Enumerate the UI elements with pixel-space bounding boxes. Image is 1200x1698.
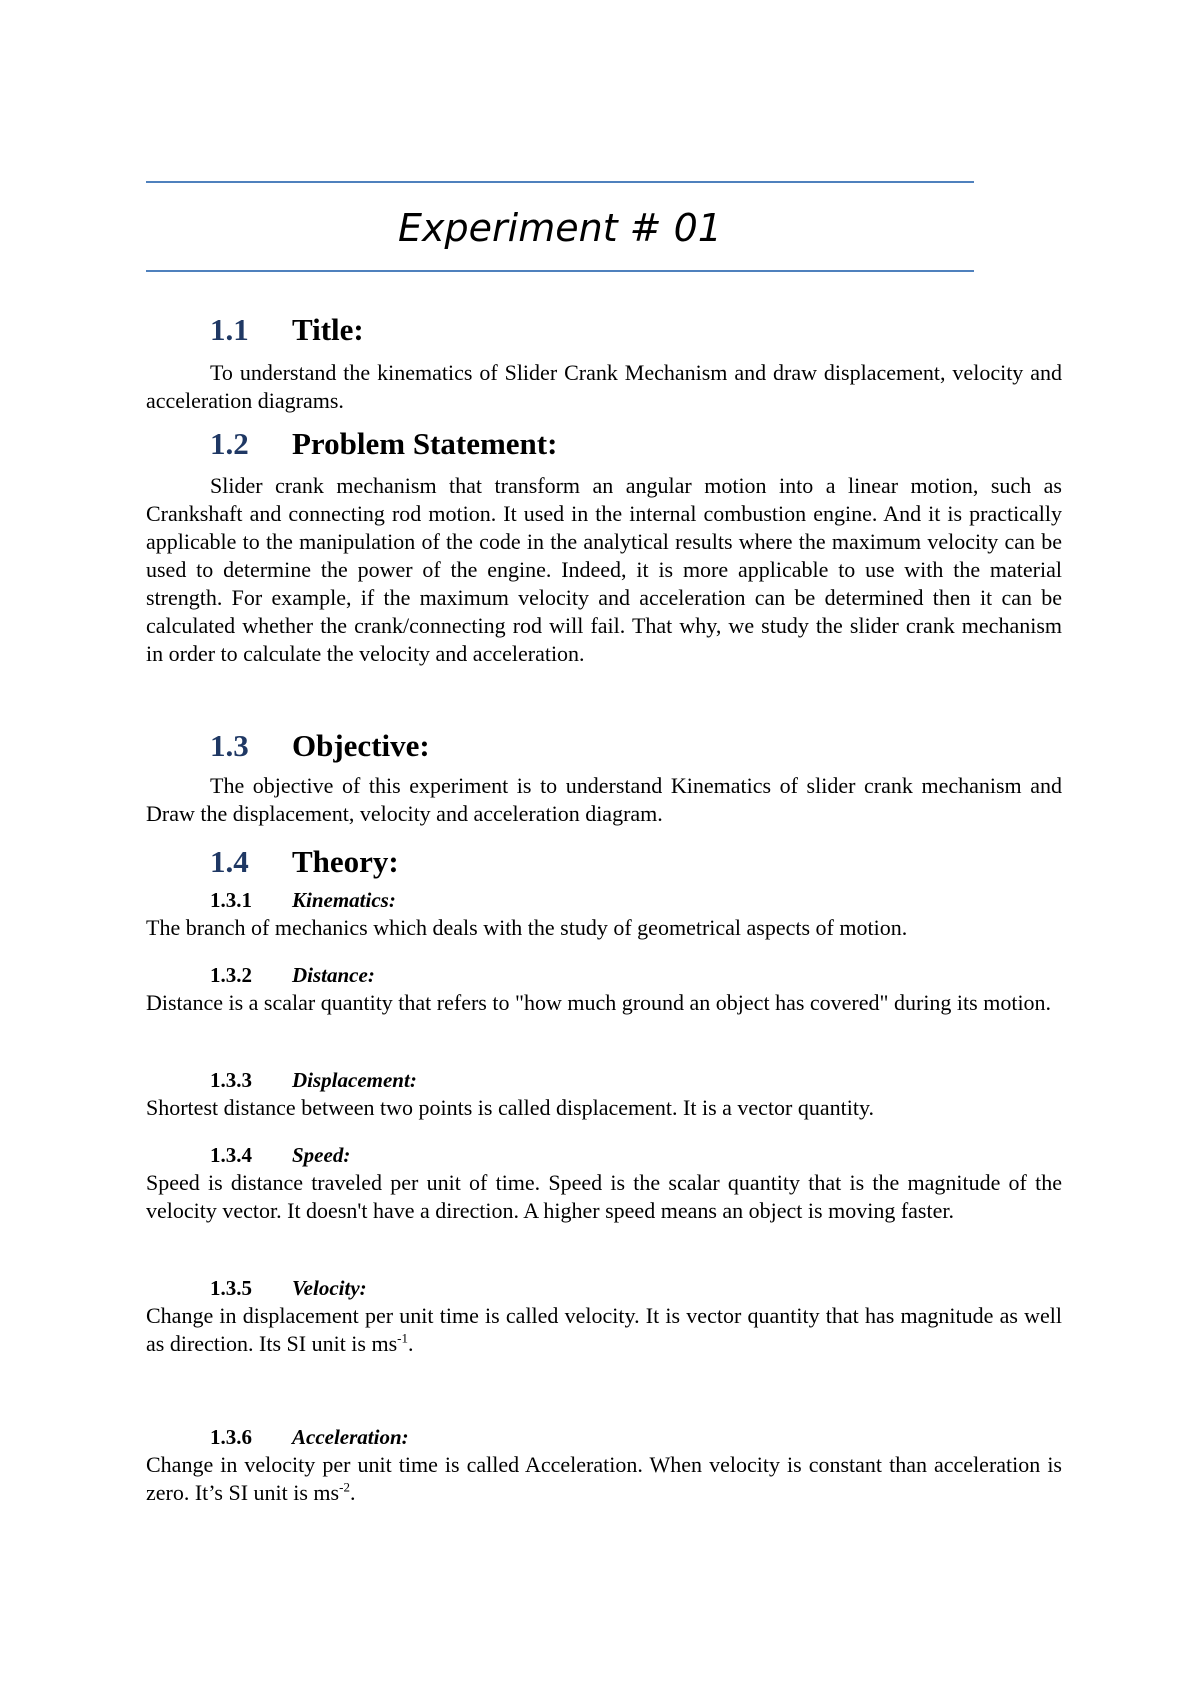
subsection-number: 1.3.6 (210, 1425, 252, 1449)
subsection-number: 1.3.1 (210, 888, 252, 912)
subsection-heading-label: Acceleration: (292, 1425, 409, 1449)
acceleration-unit-exponent: -2 (339, 1479, 350, 1495)
section-number: 1.2 (210, 426, 249, 461)
velocity-end: . (408, 1331, 414, 1356)
subsection-heading-kinematics (210, 886, 396, 914)
section-number: 1.1 (210, 312, 249, 347)
subsection-body-acceleration (146, 1451, 1062, 1507)
subsection-body-kinematics: The branch of mechanics which deals with the study of geometrical aspects of motion. (146, 915, 908, 940)
document-title: Experiment # 01 (398, 206, 722, 250)
section-heading-label: Theory: (292, 844, 399, 879)
section-heading-label: Title: (292, 312, 364, 347)
title-bottom-rule (146, 270, 974, 272)
subsection-heading-velocity (210, 1274, 367, 1302)
subsection-heading-label: Speed: (292, 1143, 351, 1167)
section-heading-label: Problem Statement: (292, 426, 558, 461)
subsection-number: 1.3.2 (210, 963, 252, 987)
velocity-unit-exponent: -1 (397, 1330, 408, 1346)
subsection-heading-label: Kinematics: (292, 888, 396, 912)
subsection-body-displacement: Shortest distance between two points is called displacement. It is a vector quantity. (146, 1095, 875, 1120)
section-number: 1.4 (210, 844, 249, 879)
section-body-problem-statement: Slider crank mechanism that transform an angular motion into a linear motion, such as Crankshaft and connecting rod motion. It used in the internal combustion engine. And it is practically applicable to the manipulation of the code in the analytical results where the maximum velocity can be used to determine the power of the engine. Indeed, it is more applicable to use with the material strength. For example, if the maximum velocity and acceleration can be determined then it can be calculated whether the crank/connecting rod will fail. That why, we study the slider crank mechanism in order to calculate the velocity and acceleration. (146, 473, 1062, 666)
subsection-body-distance: Distance is a scalar quantity that refers to "how much ground an object has covered" during its motion. (146, 990, 1052, 1015)
section-heading-objective (210, 726, 430, 766)
subsection-number: 1.3.4 (210, 1143, 252, 1167)
subsection-heading-acceleration (210, 1423, 409, 1451)
section-heading-label: Objective: (292, 728, 430, 763)
section-body-title: To understand the kinematics of Slider Crank Mechanism and draw displacement, velocity and acceleration diagrams. (146, 360, 1062, 413)
subsection-number: 1.3.3 (210, 1068, 252, 1092)
title-top-rule (146, 181, 974, 183)
velocity-text: Change in displacement per unit time is called velocity. It is vector quantity that has magnitude as well as direction. Its SI unit is ms (146, 1303, 1062, 1356)
subsection-heading-distance (210, 961, 375, 989)
section-number: 1.3 (210, 728, 249, 763)
subsection-heading-label: Distance: (292, 963, 375, 987)
subsection-number: 1.3.5 (210, 1276, 252, 1300)
section-heading-problem-statement (210, 424, 557, 464)
subsection-body-speed: Speed is distance traveled per unit of time. Speed is the scalar quantity that is the magnitude of the velocity vector. It doesn't have a direction. A higher speed means an object is moving faster. (146, 1170, 1062, 1223)
subsection-body-velocity (146, 1302, 1062, 1358)
subsection-heading-label: Velocity: (292, 1276, 367, 1300)
section-heading-title (210, 310, 364, 350)
section-body-objective: The objective of this experiment is to understand Kinematics of slider crank mechanism and Draw the displacement, velocity and acceleration diagram. (146, 773, 1062, 826)
subsection-heading-speed (210, 1141, 350, 1169)
subsection-heading-label: Displacement: (292, 1068, 417, 1092)
section-heading-theory (210, 842, 399, 882)
acceleration-end: . (349, 1480, 356, 1505)
acceleration-text: Change in velocity per unit time is called Acceleration. When velocity is constant than acceleration is zero. It’s SI unit is ms (146, 1452, 1062, 1505)
subsection-heading-displacement (210, 1066, 417, 1094)
